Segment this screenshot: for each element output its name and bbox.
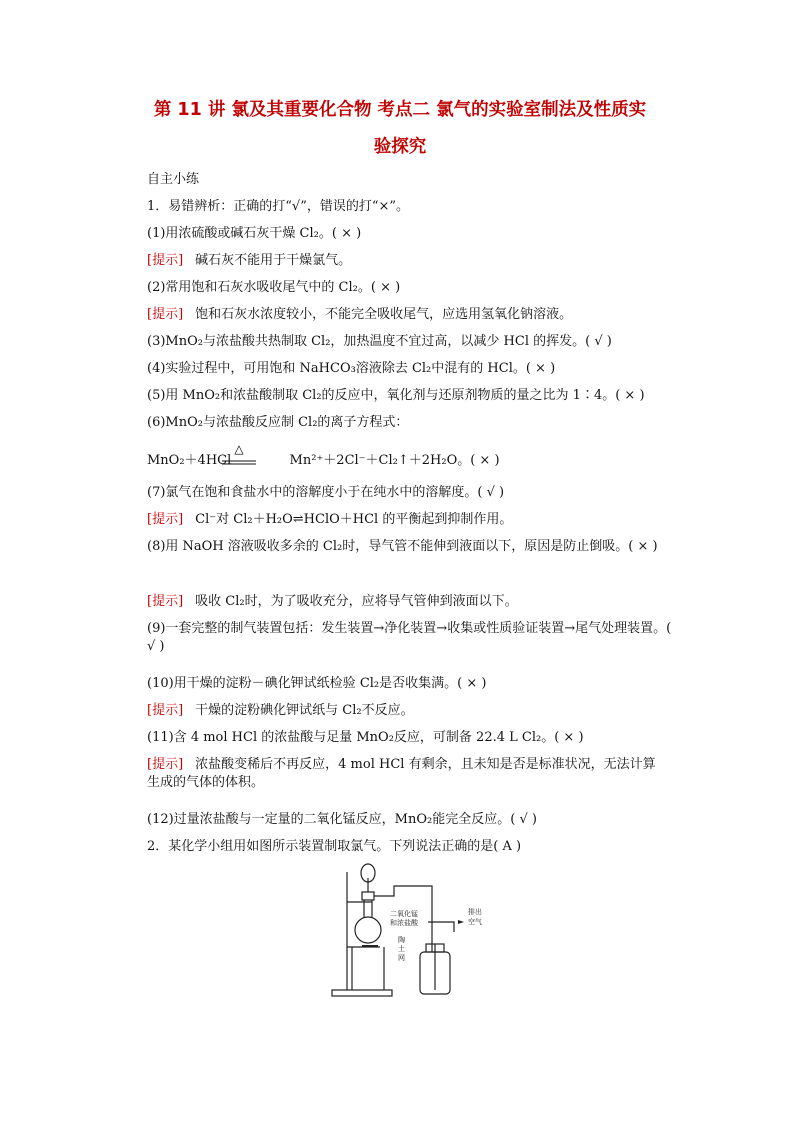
apparatus-diagram: [322, 862, 502, 1002]
svg-text:二氧化锰 和浓盐酸 陶: [390, 907, 484, 962]
question-1-intro: 1．易错辨析：正确的打“√”，错误的打“×”。: [147, 199, 410, 214]
label-gauze-2: 土: [398, 945, 405, 953]
heat-triangle: △: [234, 442, 244, 456]
label-exhaust-1: 排出: [468, 908, 482, 916]
item-6: (6)MnO₂与浓盐酸反应制 Cl₂的离子方程式：: [147, 415, 409, 430]
hint-text: 吸收 Cl₂时，为了吸收充分，应将导气管伸到液面以下。: [195, 594, 518, 609]
hint-11: [147, 756, 667, 792]
hint-text: Cl⁻对 Cl₂＋H₂O⇌HClO＋HCl 的平衡起到抑制作用。: [195, 512, 513, 527]
label-reagent-2: 和浓盐酸: [390, 919, 418, 927]
page-title: 第 11 讲 氯及其重要化合物 考点二 氯气的实验室制法及性质实: [153, 100, 647, 120]
item-10: (10)用干燥的淀粉－碘化钾试纸检验 Cl₂是否收集满。( × ): [147, 676, 487, 691]
item-2: (2)常用饱和石灰水吸收尾气中的 Cl₂。( × ): [147, 280, 401, 295]
item-11: (11)含 4 mol HCl 的浓盐酸与足量 MnO₂反应，可制备 22.4 L Cl₂。( × ): [147, 730, 584, 745]
item-9: (9)一套完整的制气装置包括：发生装置→净化装置→收集或性质验证装置→尾气处理装置。( √ ): [147, 621, 672, 654]
heating-condition-sign: [222, 441, 256, 471]
hint-label: [提示]: [147, 512, 184, 527]
hint-10: [147, 702, 676, 720]
hint-text: 干燥的淀粉碘化钾试纸与 Cl₂不反应。: [195, 703, 414, 718]
stand-base: [332, 990, 392, 996]
item-1: (1)用浓硫酸或碱石灰干燥 Cl₂。( × ): [147, 226, 362, 241]
item-5: (5)用 MnO₂和浓盐酸制取 Cl₂的反应中，氧化剂与还原剂物质的量之比为 1∶4。( × ): [147, 388, 645, 403]
hint-label: [提示]: [147, 307, 184, 322]
hint-7: [147, 511, 676, 529]
exhaust-arrow: [458, 920, 464, 924]
hint-label: [提示]: [147, 703, 184, 718]
round-flask: [355, 917, 381, 943]
hint-2: [147, 306, 676, 324]
equation-right: Mn²⁺＋2Cl⁻＋Cl₂↑＋2H₂O。( × ): [289, 453, 500, 468]
item-12: (12)过量浓盐酸与一定量的二氧化锰反应，MnO₂能完全反应。( √ ): [147, 812, 537, 827]
label-gauze-1: 陶: [398, 936, 405, 944]
ionic-equation: [147, 449, 500, 468]
hint-1: [147, 252, 676, 270]
section-heading: 自主小练: [147, 172, 200, 187]
hint-label: [提示]: [147, 594, 184, 609]
label-reagent-1: 二氧化锰: [390, 910, 418, 918]
hint-text: 碱石灰不能用于干燥氯气。: [195, 253, 352, 268]
hint-8: [147, 593, 676, 611]
hint-label: [提示]: [147, 757, 184, 772]
hint-text: 饱和石灰水浓度较小，不能完全吸收尾气，应选用氢氧化钠溶液。: [195, 307, 573, 322]
item-8: (8)用 NaOH 溶液吸收多余的 Cl₂时，导气管不能伸到液面以下，原因是防止倒吸。( × ): [147, 539, 658, 554]
equation-left: MnO₂＋4HCl: [147, 453, 232, 468]
item-4: (4)实验过程中，可用饱和 NaHCO₃溶液除去 Cl₂中混有的 HCl。( × ): [147, 361, 556, 376]
hint-text: 浓盐酸变稀后不再反应，4 mol HCl 有剩余，且未知是否是标准状况，无法计算生成的气体的体积。: [147, 757, 656, 790]
label-gauze-3: 网: [398, 954, 405, 962]
item-7: (7)氯气在饱和食盐水中的溶解度小于在纯水中的溶解度。( √ ): [147, 485, 505, 500]
hint-label: [提示]: [147, 253, 184, 268]
label-exhaust-2: 空气: [468, 918, 482, 926]
item-3: (3)MnO₂与浓盐酸共热制取 Cl₂，加热温度不宜过高，以减少 HCl 的挥发。( √ ): [147, 334, 612, 349]
question-2: 2．某化学小组用如图所示装置制取氯气。下列说法正确的是( A ): [147, 839, 522, 854]
flask-stopper: [362, 892, 374, 900]
page-title-continued: 验探究: [373, 137, 427, 157]
